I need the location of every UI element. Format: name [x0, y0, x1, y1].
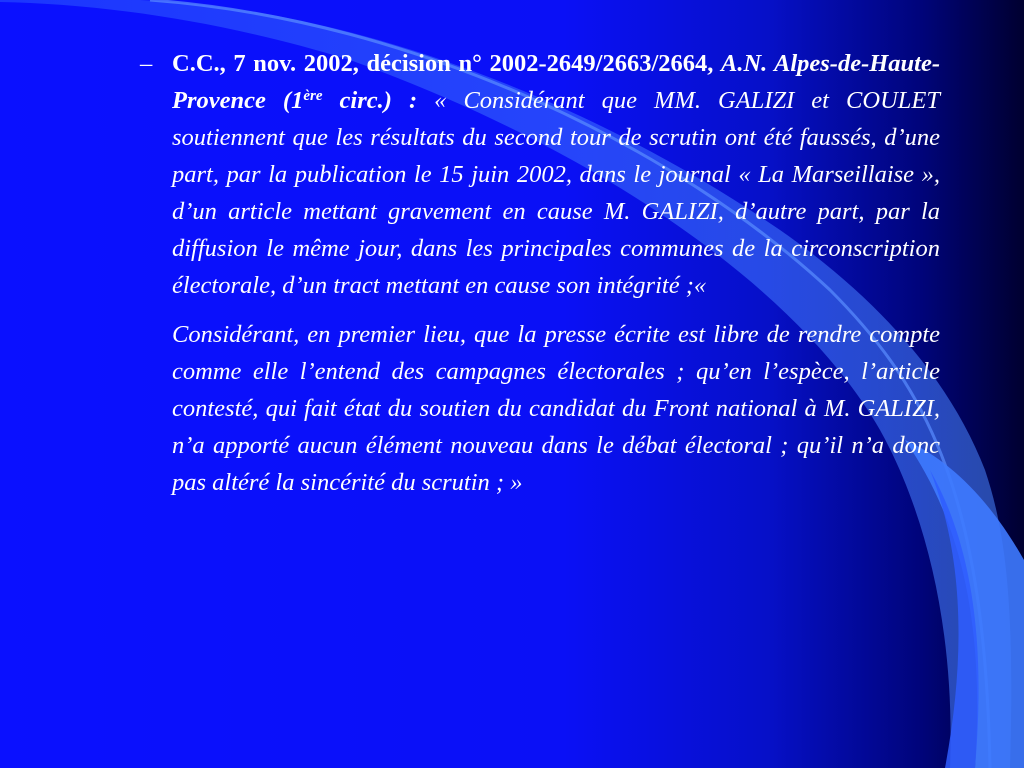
bullet-dash-marker: – — [140, 50, 153, 77]
circonscription-reference-text: A.N. Alpes-de-Haute-Provence (1 — [172, 50, 940, 114]
quote-second-considerant: Considérant, en premier lieu, que la presse écrite est libre de rendre compte comme elle l’entend des campagnes électorales ; qu’en l’espèce, l’article contesté, qui fait état du soutien du candidat du Front national à M. GALIZI, n’a apporté aucun élément nouveau dans le débat électoral ; qu’il n’a donc pas altéré la sincérité du scrutin ; » — [172, 321, 940, 496]
decision-citation: C.C., 7 nov. 2002, décision n° 2002-2649/2663/2664, — [172, 50, 714, 77]
bullet-item — [140, 45, 940, 501]
slide-text-block — [140, 45, 940, 501]
ordinal-superscript: ère — [303, 88, 323, 104]
quote-first-considerant: « Considérant que MM. GALIZI et COULET soutiennent que les résultats du second tour de scrutin ont été faussés, d’une part, par la publication le 15 juin 2002, dans le journal « La Marseillaise », d’un article mettant gravement en cause M. GALIZI, d’autre part, par la diffusion le même jour, dans les principales communes de la circonscription électorale, d’un tract mettant en cause son intégrité ;« — [172, 87, 940, 299]
circonscription-reference-suffix: circ.) : — [322, 87, 418, 114]
citation-paragraph — [172, 45, 940, 304]
